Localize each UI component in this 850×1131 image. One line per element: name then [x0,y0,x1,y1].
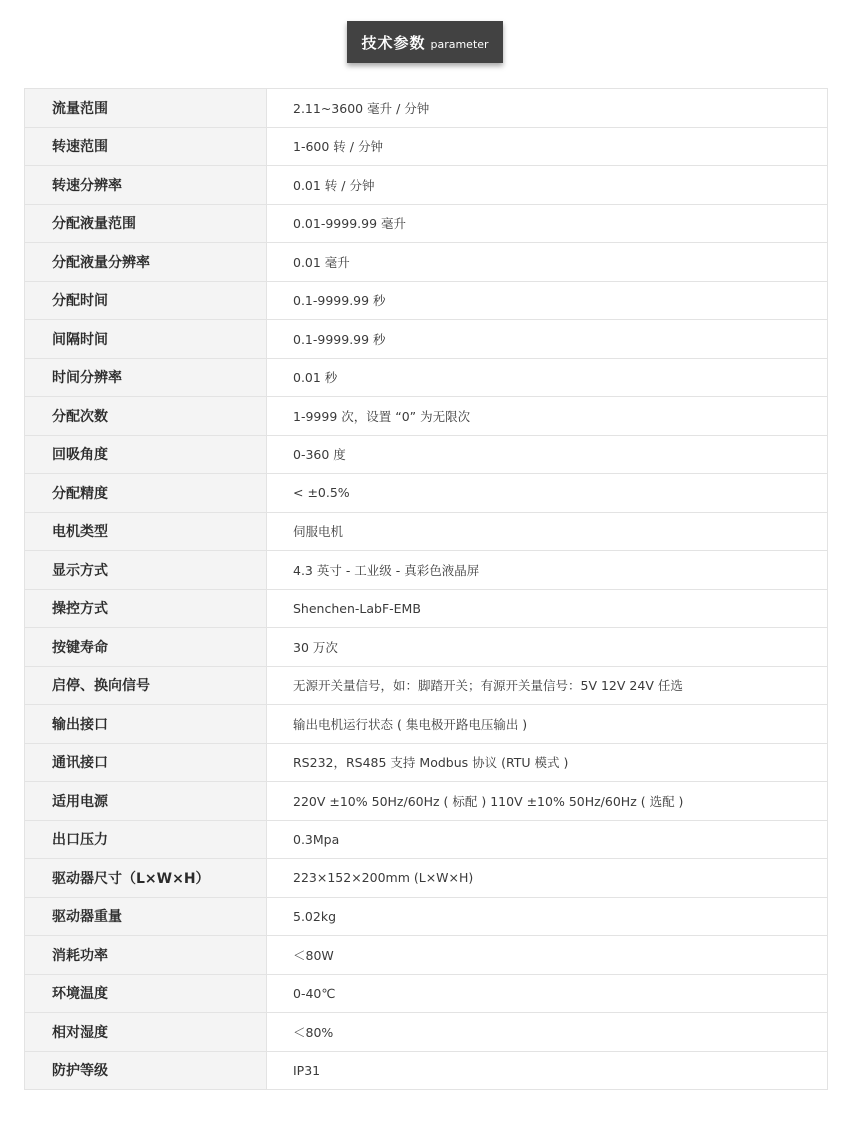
spec-name-cell: 环境温度 [25,974,267,1013]
table-row [25,89,828,128]
spec-name-cell: 转速范围 [25,127,267,166]
spec-value-cell: 0-40℃ [267,974,828,1013]
table-row [25,1051,828,1090]
spec-value-cell: 0.1-9999.99 秒 [267,320,828,359]
section-header-badge [347,21,503,63]
table-row [25,897,828,936]
spec-value-cell: 5.02kg [267,897,828,936]
spec-value-cell: 2.11~3600 毫升 / 分钟 [267,89,828,128]
spec-value-cell: 0.01 转 / 分钟 [267,166,828,205]
spec-value-cell: < ±0.5% [267,474,828,513]
spec-name-cell: 电机类型 [25,512,267,551]
table-row [25,666,828,705]
spec-name-cell: 分配时间 [25,281,267,320]
spec-table-body [25,89,828,1090]
spec-name-cell: 时间分辨率 [25,358,267,397]
table-row [25,512,828,551]
spec-value-cell: 4.3 英寸 - 工业级 - 真彩色液晶屏 [267,551,828,590]
table-row [25,358,828,397]
table-row [25,820,828,859]
table-row [25,474,828,513]
spec-name-cell: 回吸角度 [25,435,267,474]
spec-value-cell: 0-360 度 [267,435,828,474]
table-row [25,243,828,282]
spec-value-cell: 无源开关量信号，如：脚踏开关；有源开关量信号：5V 12V 24V 任选 [267,666,828,705]
spec-name-cell: 按键寿命 [25,628,267,667]
spec-name-cell: 启停、换向信号 [25,666,267,705]
spec-name-cell: 输出接口 [25,705,267,744]
spec-value-cell: ＜80% [267,1013,828,1052]
table-row [25,589,828,628]
spec-name-cell: 分配液量范围 [25,204,267,243]
table-row [25,320,828,359]
section-title: 技术参数 [361,33,426,52]
spec-value-cell: IP31 [267,1051,828,1090]
spec-name-cell: 间隔时间 [25,320,267,359]
spec-name-cell: 通讯接口 [25,743,267,782]
spec-name-cell: 操控方式 [25,589,267,628]
spec-value-cell: Shenchen-LabF-EMB [267,589,828,628]
table-row [25,1013,828,1052]
table-row [25,166,828,205]
spec-name-cell: 分配液量分辨率 [25,243,267,282]
spec-value-cell: RS232，RS485 支持 Modbus 协议 (RTU 模式 ) [267,743,828,782]
spec-name-cell: 适用电源 [25,782,267,821]
spec-value-cell: 0.01-9999.99 毫升 [267,204,828,243]
spec-value-cell: 0.3Mpa [267,820,828,859]
spec-value-cell: 输出电机运行状态 ( 集电极开路电压输出 ) [267,705,828,744]
spec-value-cell: 伺服电机 [267,512,828,551]
spec-value-cell: 220V ±10% 50Hz/60Hz ( 标配 ) 110V ±10% 50Hz/60Hz ( 选配 ) [267,782,828,821]
spec-value-cell: 0.1-9999.99 秒 [267,281,828,320]
spec-name-cell: 流量范围 [25,89,267,128]
spec-name-cell: 驱动器尺寸（L×W×H） [25,859,267,898]
table-row [25,705,828,744]
spec-name-cell: 驱动器重量 [25,897,267,936]
section-subtitle: parameter [430,37,489,51]
spec-value-cell: ＜80W [267,936,828,975]
spec-value-cell: 1-600 转 / 分钟 [267,127,828,166]
table-row [25,397,828,436]
spec-name-cell: 分配次数 [25,397,267,436]
spec-value-cell: 1-9999 次，设置 “0” 为无限次 [267,397,828,436]
spec-name-cell: 防护等级 [25,1051,267,1090]
spec-value-cell: 0.01 毫升 [267,243,828,282]
spec-name-cell: 显示方式 [25,551,267,590]
table-row [25,127,828,166]
spec-name-cell: 相对湿度 [25,1013,267,1052]
spec-value-cell: 30 万次 [267,628,828,667]
table-row [25,551,828,590]
table-row [25,204,828,243]
table-row [25,628,828,667]
table-row [25,435,828,474]
table-row [25,936,828,975]
spec-name-cell: 出口压力 [25,820,267,859]
table-row [25,782,828,821]
spec-name-cell: 分配精度 [25,474,267,513]
table-row [25,743,828,782]
spec-value-cell: 0.01 秒 [267,358,828,397]
table-row [25,974,828,1013]
table-row [25,281,828,320]
spec-value-cell: 223×152×200mm (L×W×H) [267,859,828,898]
table-row [25,859,828,898]
spec-table [24,88,828,1090]
spec-name-cell: 转速分辨率 [25,166,267,205]
spec-name-cell: 消耗功率 [25,936,267,975]
